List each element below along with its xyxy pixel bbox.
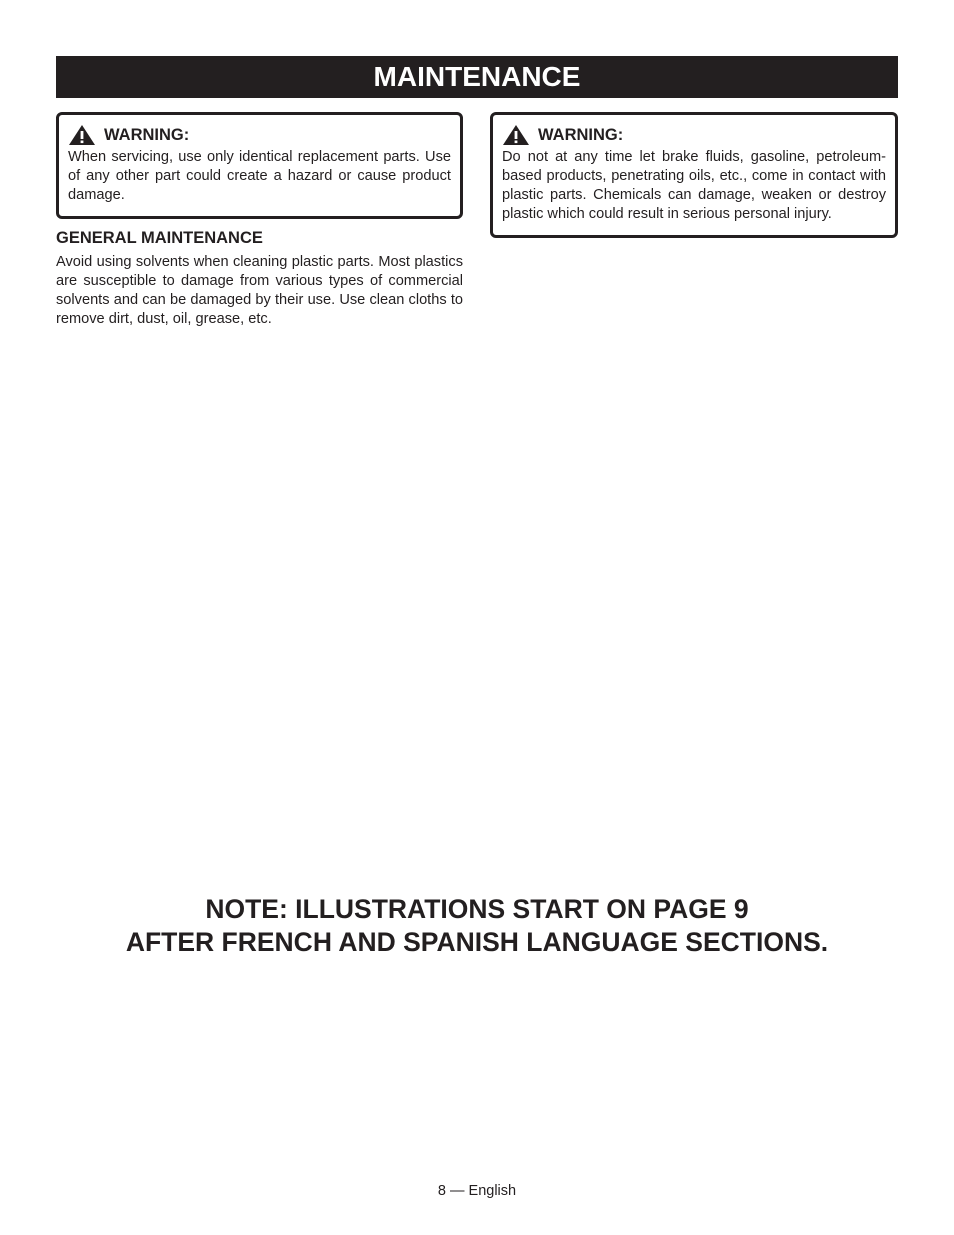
note-line-2: AFTER FRENCH AND SPANISH LANGUAGE SECTIONS. <box>125 927 829 957</box>
warning-text: When servicing, use only identical replacement parts. Use of any other part could create a hazard or cause product damage. <box>68 149 451 203</box>
section-header-bar <box>56 56 898 98</box>
warning-header <box>68 123 451 147</box>
note-line-1: NOTE: ILLUSTRATIONS START ON PAGE 9 <box>205 894 749 924</box>
section-body-text: Avoid using solvents when cleaning plastic parts. Most plastics are susceptible to damage from various types of commercial solvents and can be damaged by their use. Use clean cloths to remove dirt, dust, oil, grease, etc. <box>56 254 463 327</box>
warning-title: WARNING: <box>538 125 624 144</box>
page-footer: 8 — English <box>437 1183 517 1199</box>
general-maintenance-section <box>56 228 463 329</box>
warning-header <box>502 123 886 147</box>
warning-text: Do not at any time let brake fluids, gasoline, petroleum-based products, penetrating oils, etc., come in contact with plastic parts. Chemicals can damage, weaken or destroy plastic which could result in serious personal injury. <box>502 149 886 222</box>
warning-triangle-icon <box>502 124 530 146</box>
warning-title: WARNING: <box>104 125 190 144</box>
page-title: MAINTENANCE <box>373 61 581 92</box>
warning-triangle-icon <box>68 124 96 146</box>
warning-box-replacement-parts <box>56 112 463 219</box>
section-heading: GENERAL MAINTENANCE <box>56 229 263 247</box>
illustrations-note <box>0 893 954 959</box>
warning-box-chemicals <box>490 112 898 238</box>
